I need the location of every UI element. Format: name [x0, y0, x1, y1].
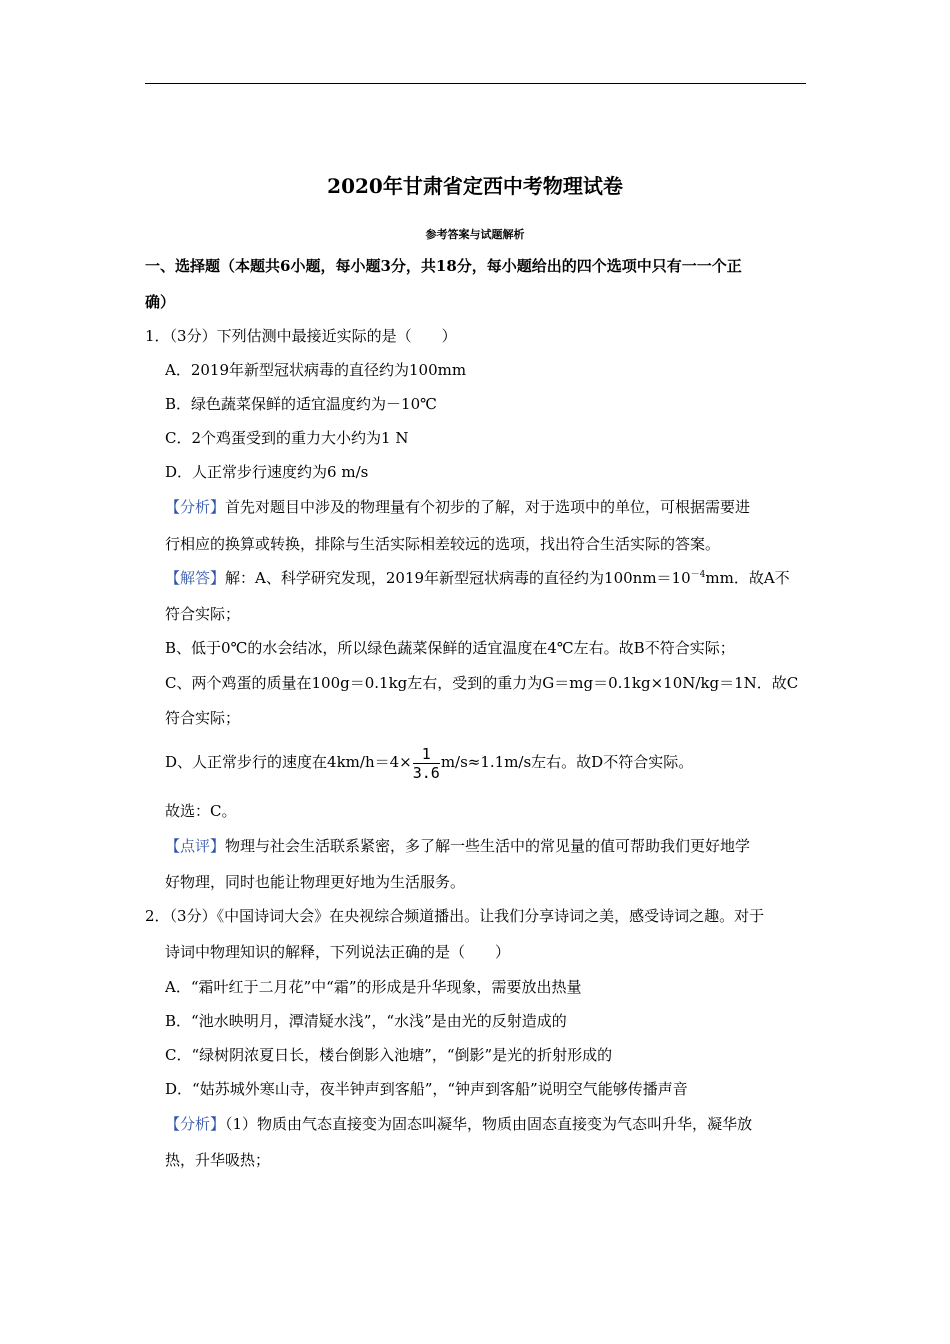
q2-stem: 2．（3分）《中国诗词大会》在央视综合频道播出。让我们分享诗词之美，感受诗词之趣。对于 [145, 907, 765, 925]
q1-choice: 故选：C。 [165, 802, 237, 820]
q1-analysis-cont: 行相应的换算或转换，排除与生活实际相差较远的选项，找出符合生活实际的答案。 [165, 535, 721, 553]
q2-option-b: B．“池水映明月，潭清疑水浅”，“水浅”是由光的反射造成的 [165, 1012, 567, 1030]
header-rule [145, 83, 806, 84]
q2-stem-cont: 诗词中物理知识的解释，下列说法正确的是（ ） [165, 943, 511, 961]
q1-answer-d-text: D、人正常步行的速度在4km/h＝4× [165, 753, 412, 771]
q1-option-d: D．人正常步行速度约为6 m/s [165, 463, 369, 481]
q1-analysis [165, 497, 750, 517]
q1-comment-text: 物理与社会生活联系紧密，多了解一些生活中的常见量的值可帮助我们更好地学 [225, 837, 751, 855]
q1-comment-cont: 好物理，同时也能让物理更好地为生活服务。 [165, 873, 466, 891]
section-heading: 一、选择题（本题共6小题，每小题3分，共18分，每小题给出的四个选项中只有一一个正 [145, 257, 742, 275]
fraction-numerator: 1 [413, 745, 440, 764]
q1-option-b: B．绿色蔬菜保鲜的适宜温度约为－10℃ [165, 395, 437, 413]
q1-answer-b: B、低于0℃的水会结冰，所以绿色蔬菜保鲜的适宜温度在4℃左右。故B不符合实际； [165, 639, 735, 657]
q1-answer-c-cont: 符合实际； [165, 709, 241, 727]
fraction-denominator: 3.6 [412, 763, 440, 782]
page-subtitle: 参考答案与试题解析 [425, 228, 525, 241]
q1-analysis-text: 首先对题目中涉及的物理量有个初步的了解，对于选项中的单位，可根据需要进 [225, 498, 751, 516]
analysis-tag: 【分析】 [165, 498, 226, 516]
q1-option-c: C．2个鸡蛋受到的重力大小约为1 N [165, 429, 409, 447]
q1-answer-d-tail: m/s≈1.1m/s左右。故D不符合实际。 [440, 753, 694, 771]
q2-option-a: A．“霜叶红于二月花”中“霜”的形成是升华现象，需要放出热量 [165, 978, 582, 996]
q1-answer-a-tail: mm．故A不 [705, 569, 790, 587]
q2-option-d: D．“姑苏城外寒山寺，夜半钟声到客船”，“钟声到客船”说明空气能够传播声音 [165, 1080, 688, 1098]
q1-answer-c: C、两个鸡蛋的质量在100g＝0.1kg左右，受到的重力为G＝mg＝0.1kg×10N/kg＝1N．故C [165, 674, 799, 692]
q2-analysis-cont: 热，升华吸热； [165, 1151, 271, 1169]
fraction [413, 745, 440, 782]
q1-answer-d [165, 744, 693, 782]
section-heading-cont: 确） [145, 293, 176, 311]
analysis-tag: 【分析】 [165, 1115, 226, 1133]
q1-answer-a-text: 解：A、科学研究发现，2019年新型冠状病毒的直径约为100nm＝10 [225, 569, 691, 587]
q1-answer-a-cont: 符合实际； [165, 605, 241, 623]
q2-analysis [165, 1114, 752, 1134]
q1-answer-a [165, 568, 790, 588]
q2-analysis-text: （1）物质由气态直接变为固态叫凝华，物质由固态直接变为气态叫升华，凝华放 [225, 1115, 753, 1133]
q2-option-c: C．“绿树阴浓夏日长，楼台倒影入池塘”，“倒影”是光的折射形成的 [165, 1046, 613, 1064]
q1-stem: 1．（3分）下列估测中最接近实际的是（ ） [145, 327, 457, 345]
answer-tag: 【解答】 [165, 569, 226, 587]
page-title: 2020年甘肃省定西中考物理试卷 [327, 174, 623, 198]
q1-option-a: A．2019年新型冠状病毒的直径约为100mm [165, 361, 467, 379]
comment-tag: 【点评】 [165, 837, 226, 855]
q1-answer-exponent: －4 [690, 570, 706, 580]
q1-comment [165, 836, 750, 856]
